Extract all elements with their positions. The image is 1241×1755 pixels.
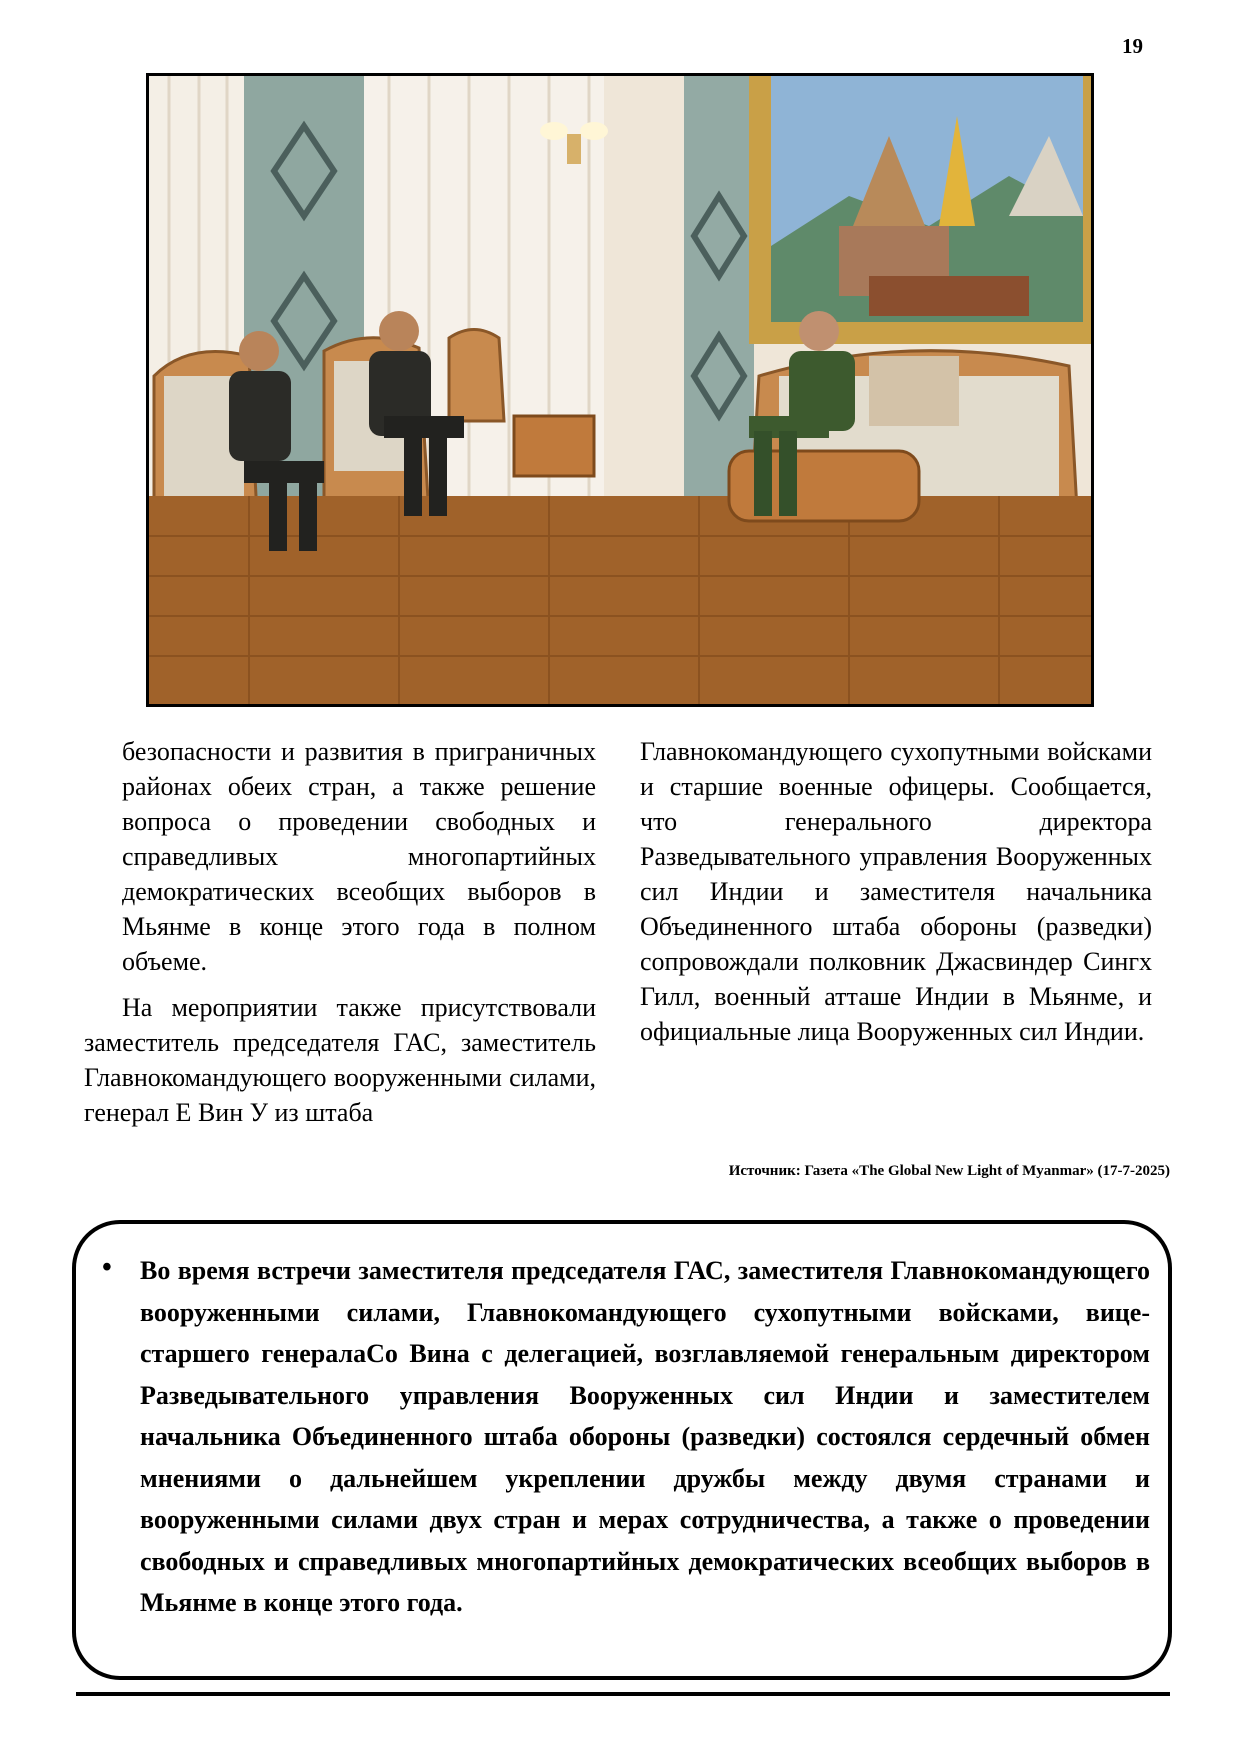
text-column-right [640, 734, 1152, 1049]
paragraph: На мероприятии также присутствовали заместитель председателя ГАС, заместитель Главнокомандующего вооруженными силами, генерал Е Вин У из штаба [84, 993, 596, 1127]
text-column-left [84, 734, 596, 1130]
summary-box [72, 1220, 1172, 1680]
paragraph: безопасности и развития в приграничных районах обеих стран, а также решение вопроса о проведении свободных и справедливых многопартийных демократических всеобщих выборов в Мьянме в конце этого года в полном объеме. [122, 737, 596, 976]
source-citation: Источник: Газета «The Global New Light of Myanmar» (17-7-2025) [728, 1163, 1170, 1179]
mosaic-pillar-right [684, 76, 754, 496]
side-table-center [514, 416, 594, 476]
paragraph: Главнокомандующего сухопутными войсками и старшие военные офицеры. Сообщается, что генерального директора Разведывательного управления Вооруженных сил Индии и заместителя начальника Объединенного штаба обороны (разведки) сопровождали полковник Джасвиндер Сингх Гилл, военный атташе Индии в Мьянме, и официальные лица Вооруженных сил Индии. [640, 737, 1152, 1046]
meeting-photo [146, 73, 1094, 707]
bullet-icon: • [102, 1252, 112, 1283]
meeting-photo-illustration [149, 76, 1091, 704]
summary-text: Во время встречи заместителя председателя ГАС, заместителя Главнокомандующего вооруженными силами, Главнокомандующего сухопутными войсками, вице-старшего генералаСо Вина с делегацией, возглавляемой генеральным директором Разведывательного управления Вооруженных сил Индии и заместителем начальника Объединенного штаба обороны (разведки) состоялся сердечный обмен мнениями о дальнейшем укреплении дружбы между двумя странами и вооруженными силами двух стран и мерах сотрудничества, а также о проведении свободных и справедливых многопартийных демократических всеобщих выборов в Мьянме в конце этого года. [140, 1256, 1150, 1617]
page-number: 19 [1122, 34, 1143, 58]
bottom-rule [76, 1692, 1170, 1696]
parquet-floor [149, 496, 1091, 704]
